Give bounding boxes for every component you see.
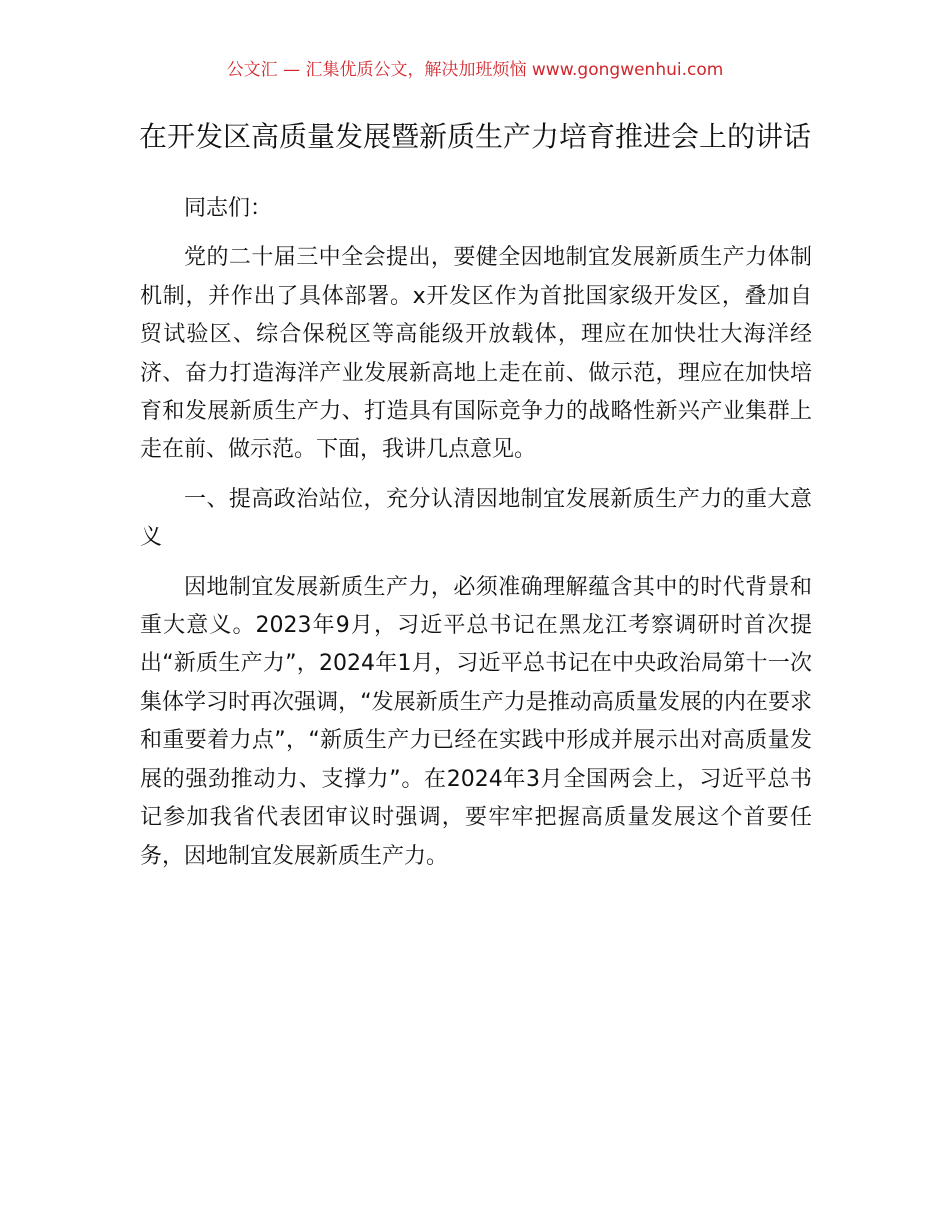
header-banner[interactable]: 公文汇 — 汇集优质公文，解决加班烦恼 www.gongwenhui.com (226, 60, 724, 80)
section-1-paragraph: 因地制宜发展新质生产力，必须准确理解蕴含其中的时代背景和重大意义。2023年9月，习近平总书记在黑龙江考察调研时首次提出“新质生产力”，2024年1月，习近平总书记在中央政治局第十一次集体学习时再次强调，“发展新质生产力是推动高质量发展的内在要求和重要着力点”，“新质生产力已经在实践中形成并展示出对高质量发展的强劲推动力、支撑力”。在2024年3月全国两会上，习近平总书记参加我省代表团审议时强调，要牢牢把握高质量发展这个首要任务，因地制宜发展新质生产力。 (140, 574, 812, 869)
intro-paragraph: 党的二十届三中全会提出，要健全因地制宜发展新质生产力体制机制，并作出了具体部署。x开发区作为首批国家级开发区，叠加自贸试验区、综合保税区等高能级开放载体，理应在加快壮大海洋经济、奋力打造海洋产业发展新高地上走在前、做示范，理应在加快培育和发展新质生产力、打造具有国际竞争力的战略性新兴产业集群上走在前、做示范。下面，我讲几点意见。 (140, 245, 812, 463)
document-body (140, 190, 812, 887)
salutation-paragraph: 同志们： (184, 196, 273, 221)
section-heading-1: 一、提高政治站位，充分认清因地制宜发展新质生产力的重大意义 (140, 486, 812, 551)
document-title: 在开发区高质量发展暨新质生产力培育推进会上的讲话 (138, 120, 811, 153)
